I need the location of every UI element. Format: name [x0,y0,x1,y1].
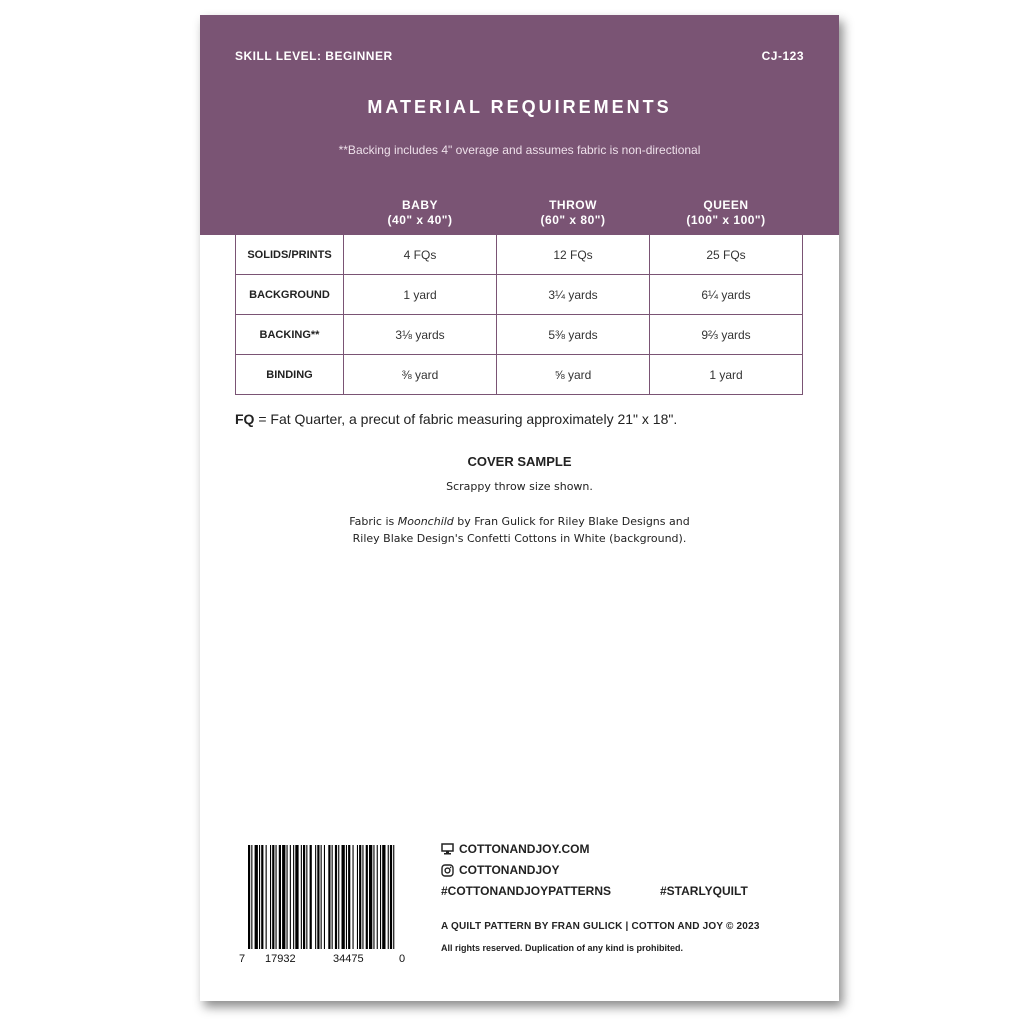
barcode-bar [321,845,322,949]
instagram-link[interactable] [441,863,559,877]
cover-sample-title: COVER SAMPLE [467,454,572,469]
barcode-bar [303,845,305,949]
page-title: MATERIAL REQUIREMENTS [367,97,672,117]
barcode-bar [248,845,250,949]
table-cell: 5⅜ yards [497,315,650,355]
column-size: (60" x 80") [540,213,606,227]
fabric-line-2: Riley Blake Design's Confetti Cottons in White (background). [352,532,687,545]
barcode-bar [293,845,294,949]
instagram-text: COTTONANDJOY [459,863,560,877]
table-cell: 9⅔ yards [650,315,803,355]
table-cell: 25 FQs [650,235,803,275]
barcode-bar [261,845,263,949]
website-link[interactable] [441,842,589,856]
fq-term: FQ [235,411,255,427]
barcode-bar [335,845,337,949]
fq-definition [235,411,677,427]
barcode-bar [279,845,281,949]
hashtag-patterns: #COTTONANDJOYPATTERNS [441,884,612,898]
barcode-bar [266,845,267,949]
skill-level: SKILL LEVEL: BEGINNER [235,49,393,63]
barcode-bar [295,845,298,949]
barcode-bar [287,845,288,949]
table-row [236,275,803,315]
barcode-digit-last: 0 [399,953,406,965]
pattern-back-cover [200,15,839,1001]
table-corner [236,192,344,235]
barcode-bar [255,845,258,949]
fabric-name: Moonchild [397,515,454,528]
table-cell: ⅜ yard [344,355,497,395]
website-text: COTTONANDJOY.COM [459,842,590,856]
barcode-bar [306,845,307,949]
table-cell: 1 yard [650,355,803,395]
barcode-digits-left: 17932 [265,953,296,965]
table-row [236,315,803,355]
barcode-digit-first: 7 [239,953,246,965]
column-header-baby [344,192,497,235]
barcode-bar [317,845,319,949]
barcode-bar [315,845,316,949]
material-requirements-table [235,191,803,395]
barcode-bar [342,845,345,949]
column-header-queen [650,192,803,235]
fabric-suffix: by Fran Gulick for Riley Blake Designs and [453,515,690,528]
table-cell: 6¼ yards [650,275,803,315]
barcode-bar [377,845,378,949]
barcode-bar [359,845,361,949]
fabric-prefix: Fabric is [349,515,398,528]
instagram-icon [441,864,454,877]
column-size: (100" x 100") [686,213,766,227]
monitor-icon [441,843,454,855]
barcode-bar [382,845,385,949]
barcode-bar [282,845,285,949]
barcode-bar [272,845,274,949]
table-cell: 3⅛ yards [344,315,497,355]
barcode-bar [301,845,302,949]
barcode-bar [369,845,372,949]
barcode-bar [290,845,291,949]
barcode-bar [390,845,392,949]
row-label: BACKING** [236,315,344,355]
table-cell: 4 FQs [344,235,497,275]
barcode-bar [393,845,394,949]
table-row [236,355,803,395]
row-label: SOLIDS/PRINTS [236,235,344,275]
barcode-bar [328,845,330,949]
column-header-throw [497,192,650,235]
barcode-bar [270,845,271,949]
barcode-bar [332,845,333,949]
column-name: THROW [549,198,597,212]
pattern-code: CJ-123 [761,49,804,63]
barcode-bar [310,845,312,949]
barcode-bar [357,845,358,949]
table-cell: 1 yard [344,275,497,315]
column-name: QUEEN [703,198,749,212]
table-cell: 12 FQs [497,235,650,275]
fabric-line-1 [200,515,839,528]
barcode-bar [388,845,389,949]
column-size: (40" x 40") [387,213,453,227]
hashtag-quilt: #STARLYQUILT [660,884,748,898]
backing-note: **Backing includes 4" overage and assumes fabric is non-directional [338,143,701,157]
footer-credit: A QUILT PATTERN BY FRAN GULICK | COTTON AND JOY © 2023 [441,921,760,932]
barcode-bar [353,845,354,949]
barcode-bar [338,845,339,949]
barcode-bar [276,845,277,949]
table-cell: 3¼ yards [497,275,650,315]
cover-sample-subtitle: Scrappy throw size shown. [446,480,593,493]
row-label: BACKGROUND [236,275,344,315]
barcode-digits-right: 34475 [333,953,364,965]
row-label: BINDING [236,355,344,395]
table-row [236,235,803,275]
barcode-bar [324,845,325,949]
barcode-bar [373,845,374,949]
table-header-row [236,192,803,235]
barcode-bar [348,845,350,949]
footer-rights: All rights reserved. Duplication of any kind is prohibited. [441,943,684,953]
barcode-bar [259,845,260,949]
barcode-bar [380,845,381,949]
column-name: BABY [401,198,438,212]
barcode-bar [346,845,347,949]
barcode-bar [366,845,368,949]
barcode-bar [251,845,252,949]
table-cell: ⅝ yard [497,355,650,395]
barcode-bar [362,845,363,949]
barcode [248,845,396,955]
fq-text: = Fat Quarter, a precut of fabric measuring approximately 21" x 18". [254,411,678,427]
